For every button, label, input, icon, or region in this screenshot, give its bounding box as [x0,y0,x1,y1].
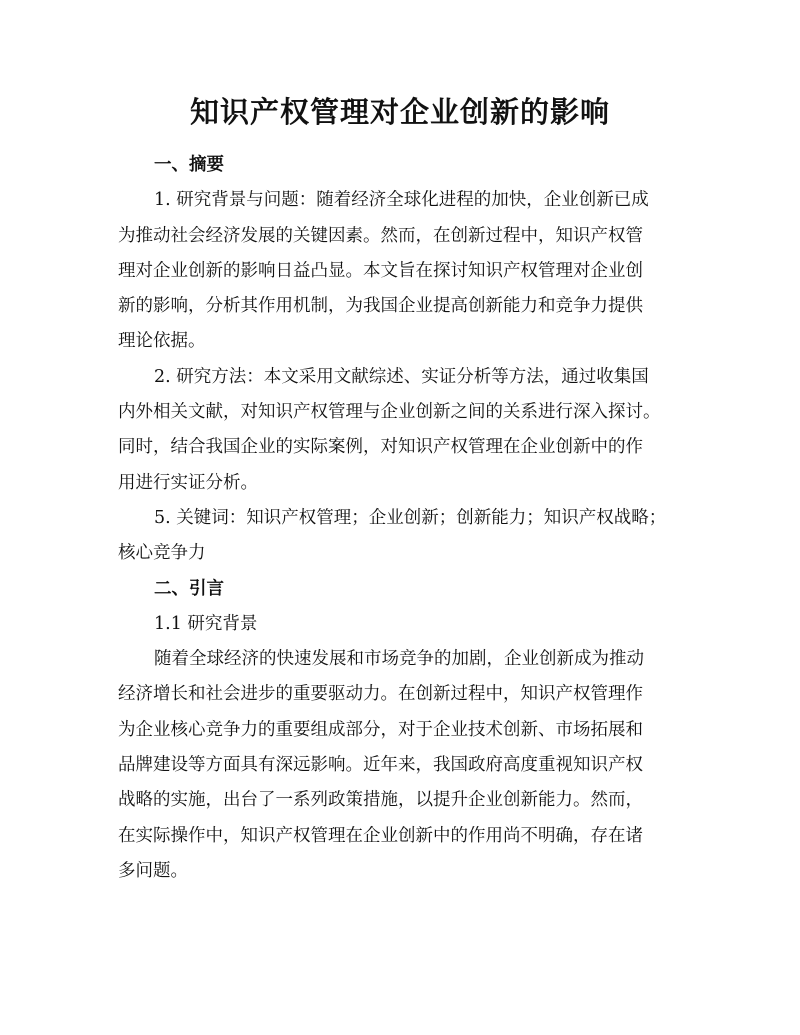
text-line: 品牌建设等方面具有深远影响。近年来，我国政府高度重视知识产权 [118,755,643,776]
paragraph-research-background [118,642,686,889]
text-line: 在实际操作中，知识产权管理在企业创新中的作用尚不明确，存在诸 [118,825,643,846]
text-line: 内外相关文献，对知识产权管理与企业创新之间的关系进行深入探讨。 [118,402,661,423]
text-line: 1. 研究背景与问题：随着经济全球化进程的加快，企业创新已成 [154,190,649,211]
text-line: 2. 研究方法：本文采用文献综述、实证分析等方法，通过收集国 [154,366,649,387]
text-line: 随着全球经济的快速发展和市场竞争的加剧，企业创新成为推动 [154,649,644,670]
paragraph-methods [118,360,686,501]
text-line: 新的影响，分析其作用机制，为我国企业提高创新能力和竞争力提供 [118,296,643,317]
section-heading-abstract: 一、摘要 [154,155,224,175]
text-line: 同时，结合我国企业的实际案例，对知识产权管理在企业创新中的作 [118,437,643,458]
text-line: 理论依据。 [118,331,206,352]
paragraph-background [118,183,686,359]
text-line: 用进行实证分析。 [118,472,258,493]
section-heading-introduction: 二、引言 [154,578,224,599]
text-line: 经济增长和社会进步的重要驱动力。在创新过程中，知识产权管理作 [118,684,643,705]
text-line: 5. 关键词：知识产权管理；企业创新；创新能力；知识产权战略； [154,507,667,528]
text-line: 为企业核心竞争力的重要组成部分，对于企业技术创新、市场拓展和 [118,719,643,740]
text-line: 为推动社会经济发展的关键因素。然而，在创新过程中，知识产权管 [118,225,643,246]
document-body [118,148,686,889]
subsection-heading-background: 1.1 研究背景 [154,613,258,634]
document-title: 知识产权管理对企业创新的影响 [189,95,610,129]
text-line: 理对企业创新的影响日益凸显。本文旨在探讨知识产权管理对企业创 [118,260,643,281]
text-line: 核心竞争力 [118,543,206,564]
paragraph-keywords [118,501,686,572]
text-line: 战略的实施，出台了一系列政策措施，以提升企业创新能力。然而， [118,790,643,811]
text-line: 多问题。 [118,860,188,881]
